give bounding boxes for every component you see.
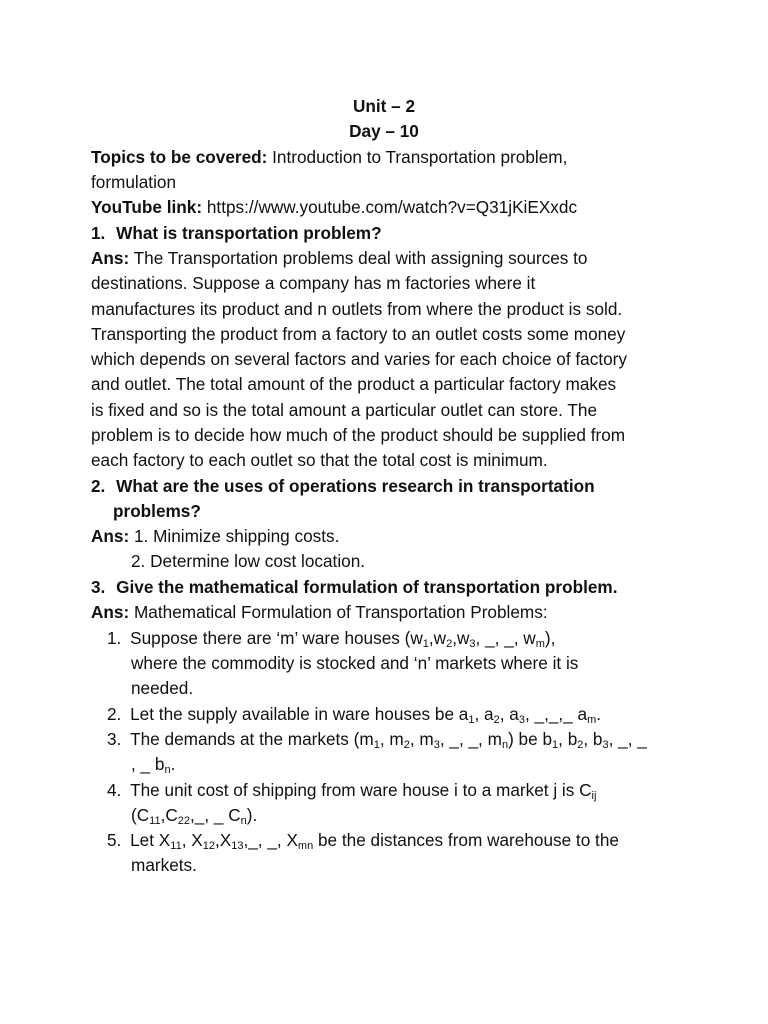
list-number: 2.: [107, 704, 122, 724]
question-2: [91, 474, 595, 499]
list-text: , _ $b_n$.: [131, 754, 176, 776]
question-1: [91, 221, 382, 246]
answer-text: problem is to decide how much of the product should be supplied from: [91, 425, 626, 445]
youtube-link[interactable]: https://www.youtube.com/watch?v=Q31jKiEXxdc: [206, 197, 578, 217]
question-text: Give the mathematical formulation of transportation problem.: [116, 577, 618, 597]
question-3: [91, 575, 618, 600]
list-text: Let the supply available in ware houses be $a_1$, $a_2$, $a_3$, _,_,_ $a_m$.: [130, 704, 602, 726]
list-text: ($C_{11},C_{22},\_$, _ $C_n$).: [131, 805, 258, 827]
list-text: The demands at the markets ($m_1$, $m_2$, $m_3$, _, _, $m_n$) be $b_1$, $b_2$, $b_3$, _, _: [130, 729, 647, 751]
list-text: where the commodity is stocked and ‘n’ markets where it is: [131, 653, 579, 673]
list-item: [107, 702, 601, 727]
youtube-label: YouTube link:: [91, 197, 203, 217]
answer-2-line: [91, 524, 339, 549]
answer-text: and outlet. The total amount of the product a particular factory makes: [91, 374, 617, 394]
ans-label: Ans:: [91, 602, 130, 622]
unit-heading: Unit – 2: [352, 96, 416, 116]
ans-label: Ans:: [91, 248, 130, 268]
answer-text: each factory to each outlet so that the total cost is minimum.: [91, 450, 548, 470]
answer-text: which depends on several factors and varies for each choice of factory: [91, 349, 627, 369]
list-text: The unit cost of shipping from ware house i to a market j is $C_{ij}$: [130, 780, 597, 802]
answer-text: 2. Determine low cost location.: [131, 551, 366, 571]
question-number: 2.: [91, 476, 106, 496]
day-heading: Day – 10: [349, 121, 419, 141]
question-number: 3.: [91, 577, 106, 597]
list-item: [107, 727, 647, 752]
question-text: What is transportation problem?: [116, 223, 382, 243]
list-number: 5.: [107, 830, 122, 850]
youtube-line: [91, 195, 577, 220]
list-number: 4.: [107, 780, 122, 800]
topics-label: Topics to be covered:: [91, 147, 268, 167]
topics-text: Introduction to Transportation problem,: [272, 147, 568, 167]
answer-text: is fixed and so is the total amount a particular outlet can store. The: [91, 400, 598, 420]
list-number: 1.: [107, 628, 122, 648]
topics-text-continued: formulation: [91, 172, 177, 192]
question-number: 1.: [91, 223, 106, 243]
list-item: [107, 828, 619, 853]
list-text: markets.: [131, 855, 197, 875]
answer-text: destinations. Suppose a company has m factories where it: [91, 273, 536, 293]
ans-label: Ans:: [91, 526, 130, 546]
list-item: [107, 778, 596, 803]
answer-text: The Transportation problems deal with assigning sources to: [133, 248, 588, 268]
question-text-continued: problems?: [113, 501, 201, 521]
list-text: Suppose there are ‘m’ ware houses ($w_1,w_2,w_3$, _, _, $w_m$),: [130, 628, 556, 650]
answer-text: Transporting the product from a factory to an outlet costs some money: [91, 324, 626, 344]
answer-text: Mathematical Formulation of Transportation Problems:: [133, 602, 548, 622]
answer-1-line: [91, 246, 587, 271]
answer-3-line: [91, 600, 548, 625]
answer-text: manufactures its product and n outlets from where the product is sold.: [91, 299, 623, 319]
question-text: What are the uses of operations research in transportation: [116, 476, 595, 496]
answer-text: 1. Minimize shipping costs.: [133, 526, 340, 546]
list-number: 3.: [107, 729, 122, 749]
topics-line: [91, 145, 567, 170]
list-item: [107, 626, 555, 651]
list-text: needed.: [131, 678, 194, 698]
list-text: Let $X_{11}$, $X_{12},X_{13},\_$, _, $X_{mn}$ be the distances from warehouse to the: [130, 830, 619, 852]
